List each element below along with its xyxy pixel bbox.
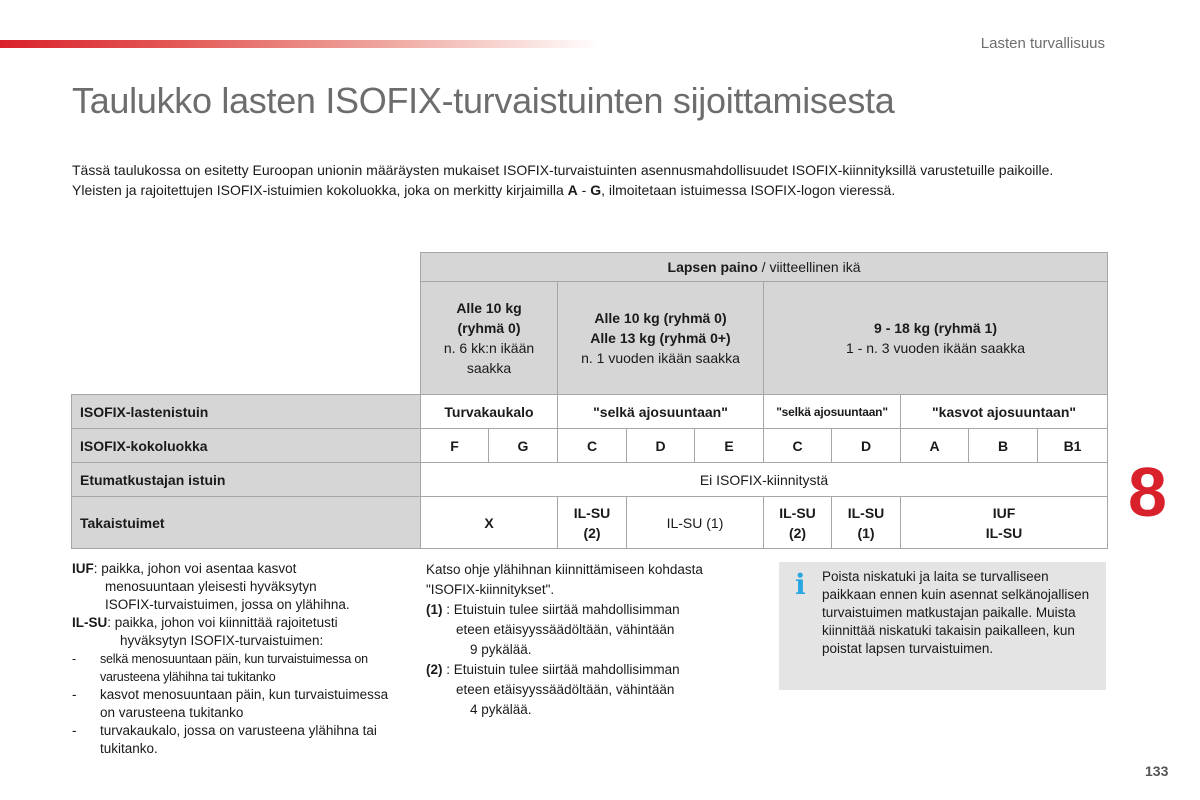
size-class-cell: C xyxy=(558,429,627,463)
rear-seat-value: IL-SU (2) xyxy=(573,504,611,541)
iuf-line: menosuuntaan yleisesti hyväksytyn xyxy=(105,579,317,594)
rear-seat-value: IL-SU (1) xyxy=(847,504,885,541)
row-label-size: ISOFIX-kokoluokka xyxy=(72,429,421,463)
rear-seat-cell: IUF IL-SU xyxy=(901,497,1108,549)
ilsu-line: hyväksytyn ISOFIX-turvaistuimen: xyxy=(120,633,324,648)
weight-header-bold: Lapsen paino xyxy=(667,259,758,275)
footnote-1-marker: (1) xyxy=(426,602,443,617)
size-class-cell: C xyxy=(764,429,832,463)
size-class-cell: F xyxy=(421,429,489,463)
dash-bullet: - xyxy=(72,723,77,738)
condition-item xyxy=(72,650,402,686)
size-class-cell: A xyxy=(901,429,969,463)
iuf-line: ISOFIX-turvaistuimen, jossa on ylähihna. xyxy=(105,597,350,612)
info-box xyxy=(779,562,1106,690)
table-corner xyxy=(72,253,421,282)
size-class-cell: E xyxy=(695,429,764,463)
section-title: Lasten turvallisuus xyxy=(980,35,1105,52)
footnote-2-text: : Etuistuin tulee siirtää mahdollisimman xyxy=(442,662,680,677)
condition-text: turvakaukalo, jossa on varusteena ylähihna tai tukitanko. xyxy=(100,723,377,756)
dash-bullet: - xyxy=(72,652,76,666)
footnote-1-text: 9 pykälää. xyxy=(470,642,532,657)
table-corner-2 xyxy=(72,282,421,395)
size-class-cell: B1 xyxy=(1038,429,1108,463)
iuf-line: : paikka, johon voi asentaa kasvot xyxy=(93,561,297,576)
intro-line-1: Tässä taulukossa on esitetty Euroopan unionin määräysten mukaiset ISOFIX-turvaistuinten asennusmahdollisuudet ISOFIX-kiinnityksillä varustetuille paikoille. xyxy=(72,162,1054,178)
footnote-2 xyxy=(426,660,756,680)
group-0plus-age: n. 1 vuoden ikään saakka xyxy=(581,350,740,366)
rear-seat-value: IL-SU (2) xyxy=(779,504,816,541)
intro-dash: - xyxy=(577,182,591,198)
rear-seat-cell: X xyxy=(421,497,558,549)
top-accent-bar xyxy=(0,40,600,48)
intro-text xyxy=(72,160,1112,200)
ilsu-line: : paikka, johon voi kiinnittää rajoitetusti xyxy=(107,615,338,630)
page-title: Taulukko lasten ISOFIX-turvaistuinten sijoittamisesta xyxy=(72,80,895,121)
footnote-2-marker: (2) xyxy=(426,662,443,677)
size-letter-g: G xyxy=(590,182,602,198)
footnote-1-text: : Etuistuin tulee siirtää mahdollisimman xyxy=(442,602,680,617)
weight-header xyxy=(421,253,1108,282)
group-1-header xyxy=(764,282,1108,395)
size-class-cell: D xyxy=(832,429,901,463)
intro-line-2-end: , ilmoitetaan istuimessa ISOFIX-logon vieressä. xyxy=(601,182,896,198)
intro-line-2 xyxy=(72,180,1112,200)
front-seat-cell: Ei ISOFIX-kiinnitystä xyxy=(421,463,1108,497)
seat-type-cell: "kasvot ajosuuntaan" xyxy=(901,395,1108,429)
iuf-note xyxy=(72,560,402,578)
group-0plus-header xyxy=(558,282,764,395)
footnote-intro: "ISOFIX-kiinnitykset". xyxy=(426,582,555,597)
footnote-2-text: 4 pykälää. xyxy=(470,702,532,717)
iuf-term: IUF xyxy=(72,561,94,576)
row-label-seat: ISOFIX-lastenistuin xyxy=(72,395,421,429)
isofix-table xyxy=(71,252,1108,549)
group-0-header xyxy=(421,282,558,395)
seat-type-cell: "selkä ajosuuntaan" xyxy=(558,395,764,429)
rear-seat-cell xyxy=(558,497,627,549)
row-label-rear: Takaistuimet xyxy=(72,497,421,549)
group-0-title: Alle 10 kg (ryhmä 0) xyxy=(456,300,522,336)
group-0-age: n. 6 kk:n ikään saakka xyxy=(443,340,535,376)
footnotes xyxy=(426,560,756,720)
condition-text: selkä menosuuntaan päin, kun turvaistuimessa on varusteena ylähihna tai tukitanko xyxy=(100,652,368,684)
dash-bullet: - xyxy=(72,687,77,702)
ilsu-term: IL-SU xyxy=(72,615,108,630)
size-class-cell: B xyxy=(969,429,1038,463)
footnote-1-text: eteen etäisyyssäädöltään, vähintään xyxy=(456,622,675,637)
rear-seat-cell: IL-SU (1) xyxy=(627,497,764,549)
size-class-cell: D xyxy=(627,429,695,463)
chapter-number: 8 xyxy=(1128,453,1167,531)
size-class-cell: G xyxy=(489,429,558,463)
rear-seat-cell xyxy=(832,497,901,549)
seat-type-cell: "selkä ajosuuntaan" xyxy=(764,395,901,429)
footnote-1 xyxy=(426,600,756,620)
condition-item xyxy=(72,686,402,722)
group-1-title: 9 - 18 kg (ryhmä 1) xyxy=(874,320,997,336)
group-1-age: 1 - n. 3 vuoden ikään saakka xyxy=(846,340,1026,356)
footnote-intro: Katso ohje ylähihnan kiinnittämiseen kohdasta xyxy=(426,562,703,577)
page-number: 133 xyxy=(1145,763,1169,779)
intro-line-2-text: Yleisten ja rajoitettujen ISOFIX-istuimien kokoluokka, joka on merkitty kirjaimilla xyxy=(72,182,568,198)
ilsu-note xyxy=(72,614,402,632)
weight-header-rest: / viitteellinen ikä xyxy=(757,259,861,275)
info-icon: i xyxy=(795,568,806,601)
seat-type-cell: Turvakaukalo xyxy=(421,395,558,429)
row-label-front: Etumatkustajan istuin xyxy=(72,463,421,497)
condition-item xyxy=(72,722,402,758)
rear-seat-cell xyxy=(764,497,832,549)
size-letter-a: A xyxy=(567,182,578,198)
group-0plus-title: Alle 10 kg (ryhmä 0) Alle 13 kg (ryhmä 0+) xyxy=(590,310,731,346)
footnote-2-text: eteen etäisyyssäädöltään, vähintään xyxy=(456,682,675,697)
legend-notes xyxy=(72,560,402,758)
condition-text: kasvot menosuuntaan päin, kun turvaistuimessa on varusteena tukitanko xyxy=(100,687,389,720)
info-text: Poista niskatuki ja laita se turvalliseen paikkaan ennen kuin asennat selkänojallisen turvaistuimen matkustajan paikalle. Muista kiinnittää niskatuki takaisin paikalleen, kun poistat lapsen turvaistuimen. xyxy=(822,569,1090,656)
